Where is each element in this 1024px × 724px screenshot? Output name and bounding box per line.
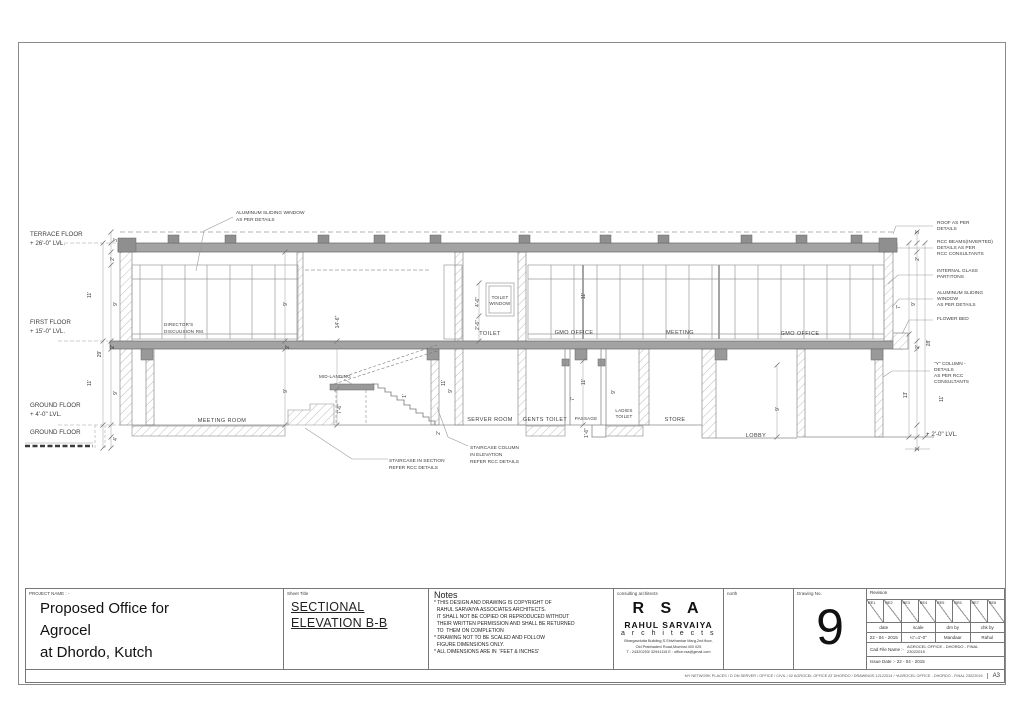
- dim-toilet-11ft: 11': [581, 292, 587, 300]
- annotation-y-column-2: DETAILS: [934, 368, 954, 373]
- revision-cell: [867, 589, 1004, 669]
- room-store: STORE: [664, 417, 686, 423]
- dim-right-11ft: 11': [939, 395, 945, 403]
- annotation-staircase-column-2: IN ELEVATION: [470, 453, 503, 458]
- revision-scale-value: ¼"=1'-0": [902, 633, 937, 642]
- room-gents-toilet: GENTS TOILET: [522, 417, 568, 423]
- north-label: north: [727, 591, 738, 596]
- dim-ground-1ft6: 1'-6": [584, 428, 590, 438]
- revision-header-scale: scale: [902, 623, 937, 632]
- notes-line: FIGURE DIMENSIONS ONLY.: [434, 642, 505, 648]
- annotation-staircase-column-3: REFER RCC DETAILS: [470, 460, 519, 465]
- project-name-cell: [26, 589, 284, 669]
- notes-line: RAHUL SARVAIYA ASSOCIATES ARCHITECTS.: [434, 607, 546, 613]
- label-terrace-level: + 26'-0" LVL.: [30, 240, 66, 247]
- label-terrace-floor: TERRACE FLOOR: [30, 231, 83, 238]
- room-lobby: LOBBY: [745, 433, 767, 439]
- revision-slot-label: RE5: [937, 601, 945, 605]
- annotation-rcc-beams-2: DETAILS AS PER: [937, 246, 976, 251]
- annotation-alum-window-top-2: AS PER DETAILS: [236, 218, 275, 223]
- room-server-room: SERVER ROOM: [467, 417, 513, 423]
- revision-slot-label: RE4: [919, 601, 928, 605]
- drawing-no-value: 9: [816, 599, 844, 655]
- dim-ground-7ft: 7': [570, 397, 576, 401]
- dim-left-11ft-b: 11': [87, 379, 93, 387]
- revision-slot: [936, 600, 953, 622]
- dim-center-9ft-b: 9': [283, 389, 289, 393]
- revision-slot: [884, 600, 901, 622]
- annotation-y-column-3: AS PER RCC: [934, 374, 964, 379]
- revision-drnby-value: Mandaar: [936, 633, 971, 642]
- dim-center-14ft6: 14'-6": [335, 315, 341, 329]
- revision-slot-label: RE8: [988, 601, 997, 605]
- sheet-size: A3: [987, 673, 1004, 679]
- annotation-rcc-beams-3: RCC CONSULTANTS: [937, 252, 984, 257]
- room-directors-2: DISCUUSION RM.: [164, 329, 205, 334]
- project-name-line1: Proposed Office for: [40, 600, 169, 617]
- sheet-title-cell: [284, 589, 429, 669]
- architects-label: consulting architects: [617, 591, 658, 596]
- drawing-no-label: Drawing No.: [797, 591, 822, 596]
- revision-values: [867, 633, 1004, 643]
- architects-subtitle: a r c h i t e c t s: [621, 630, 716, 637]
- dim-toilet-2ft6: 2'-6": [475, 320, 481, 330]
- project-name-line2: Agrocel: [40, 621, 91, 639]
- room-toilet-window-2: WINDOW: [489, 301, 511, 306]
- annotation-alum-window-top-1: ALUMINUM SLIDING WINDOW: [236, 211, 305, 216]
- revision-headers: [867, 623, 1004, 633]
- dim-right-28ft: 28': [926, 339, 932, 347]
- annotation-alum-window-right-1: ALUMINUM SLIDING: [937, 291, 984, 296]
- revision-slot: [902, 600, 919, 622]
- notes-line: * DRAWING NOT TO BE SCALED AND FOLLOW: [434, 635, 545, 641]
- dim-left-9ft-b: 9': [113, 391, 119, 395]
- dim-center-11ft: 11': [441, 379, 447, 387]
- footer-strip: [25, 670, 1005, 683]
- revision-date-value: 22 - 04 - 2015: [867, 633, 902, 642]
- label-ground-floor: GROUND FLOOR: [30, 402, 81, 409]
- roof-structure: [118, 232, 897, 252]
- revision-slot-label: RE6: [954, 601, 962, 605]
- room-toilet: TOILET: [479, 331, 501, 337]
- label-first-level: + 15'-0" LVL.: [30, 328, 66, 335]
- dim-ground-9ft-a: 9': [611, 390, 617, 394]
- annotation-staircase-section-1: STAIRCASE IN SECTION: [389, 459, 445, 464]
- revision-header-date: date: [867, 623, 902, 632]
- file-path: MY NETWORK PLACES / D ON SERVER / OFFICE / CIVIL / 02 AGROCEL OFFICE AT DHORDO / DRAWINGS 12122014 / *AGROCEL OFFICE - DHORDO - FINAL 23022015: [684, 674, 983, 678]
- flower-bed: [893, 333, 908, 349]
- revision-slot-label: RE1: [868, 601, 876, 605]
- dim-center-9ft-a: 9': [283, 302, 289, 306]
- label-ground-floor-2: GROUND FLOOR: [30, 429, 81, 436]
- project-name-line3: at Dhordo, Kutch: [40, 643, 153, 661]
- staircase: [330, 345, 437, 425]
- label-first-floor: FIRST FLOOR: [30, 319, 71, 326]
- architects-address-1: Bhargavdutta Building,S.Shivthankar Marg,2nd floor,: [624, 639, 713, 643]
- dim-center-1ft: 1': [402, 394, 408, 398]
- room-toilet-window-1: TOILET: [491, 295, 509, 300]
- dim-right-3ft: 3': [915, 230, 921, 234]
- revision-slot: [919, 600, 936, 622]
- dim-left-4ft: 4': [113, 437, 119, 441]
- sheet-title-line2: ELEVATION B-B: [291, 615, 388, 630]
- dim-left-2ft-b: 2': [110, 345, 116, 349]
- dim-ground-9ft-b: 9': [775, 407, 781, 411]
- revision-slot: [971, 600, 988, 622]
- notes-line: THEIR WRITTEN PERMISSION AND SHALL BE RETURNED: [434, 621, 575, 627]
- notes-line: TO THEM ON COMPLETION: [434, 628, 504, 634]
- revision-slot-label: RE2: [885, 601, 893, 605]
- dim-right-2ft-a: 2': [915, 257, 921, 261]
- annotation-flower-bed: FLOWER BED: [937, 317, 969, 322]
- issue-date: Issue Date :- 22 - 04 - 2015: [870, 658, 925, 664]
- dim-right-7ft: 7': [896, 305, 902, 309]
- notes-heading: Notes: [434, 590, 458, 600]
- annotation-y-column-1: "Y" COLUMN -: [934, 362, 966, 367]
- room-mid-landing: MID-LANDING: [319, 374, 351, 379]
- dim-center-2ft-a: 2': [285, 345, 291, 349]
- revision-header-chkby: chk by: [980, 625, 994, 630]
- revision-slot: [988, 600, 1004, 622]
- dim-toilet-4ft6: 4'-6": [475, 297, 481, 307]
- room-meeting-room: MEETING ROOM: [197, 418, 247, 424]
- annotation-glass-partition-2: PARTITONS: [937, 275, 964, 280]
- sheet-title-line1: SECTIONAL: [291, 600, 365, 614]
- dim-center-7ft6: 7'-6": [337, 404, 343, 414]
- revision-slot-label: RE3: [902, 601, 910, 605]
- room-ladies-1: LADIES: [615, 408, 633, 413]
- revision-slot: [953, 600, 970, 622]
- annotation-roof-2: DETAILS: [937, 227, 957, 232]
- revision-label: Revision: [867, 589, 1004, 600]
- dim-right-9ft: 9': [911, 302, 917, 306]
- annotation-alum-window-right-2: WINDOW: [937, 297, 959, 302]
- drawing-no-cell: [794, 589, 867, 669]
- dim-ground-11ft: 11': [581, 378, 587, 386]
- annotation-y-column-4: CONSULTANTS: [934, 380, 970, 385]
- room-gmo-office-2: GMO OFFICE: [780, 331, 820, 337]
- room-gmo-office-1: GMO OFFICE: [554, 330, 594, 336]
- dim-left-29ft: 29': [97, 350, 103, 358]
- ground-floor: [132, 349, 934, 438]
- notes-line: IT SHALL NOT BE COPIED OR REPRODUCED WITHOUT: [434, 614, 570, 620]
- room-directors-1: DIRECTOR'S: [164, 322, 194, 327]
- annotation-staircase-section-2: REFER RCC DETAILS: [389, 466, 438, 471]
- cad-file-value: AGROCEL OFFICE - DHORDO - FINAL 23022015: [907, 644, 979, 654]
- title-block: [25, 588, 1005, 670]
- room-ladies-2: TOILET: [615, 414, 633, 419]
- annotation-roof-1: ROOF AS PER: [937, 221, 970, 226]
- project-name-label: PROJECT NAME : -: [29, 591, 70, 596]
- architects-address-3: T : 24320253/ 32941115 E : office.rsa@gmail.com: [626, 650, 711, 654]
- sheet-title-label: Sheet Title: [287, 591, 309, 596]
- revision-header-drnby: drn by: [936, 623, 971, 632]
- dim-right-2ft-b: 2': [915, 345, 921, 349]
- dim-right-13ft: 13': [903, 391, 909, 399]
- notes-line: * THIS DESIGN AND DRAWING IS COPYRIGHT OF: [434, 600, 552, 606]
- revision-chkby-value: Rahul: [981, 635, 994, 640]
- annotation-alum-window-right-3: AS PER DETAILS: [937, 303, 976, 308]
- architects-initials: R S A: [632, 600, 705, 617]
- revision-slot: [867, 600, 884, 622]
- dim-center-2ft-b: 2': [436, 431, 442, 435]
- label-right-level: + 2'-0" LVL.: [926, 431, 958, 438]
- dim-right-2ft-c: 2': [915, 447, 921, 451]
- dim-left-3ft: 3': [113, 238, 119, 242]
- notes-line: * ALL DIMENSIONS ARE IN 'FEET & INCHES': [434, 649, 539, 655]
- annotation-staircase-column-1: STAIRCASE COLUMN: [470, 446, 519, 451]
- north-cell: [724, 589, 794, 669]
- annotation-glass-partition-1: INTERNAL GLASS: [937, 269, 978, 274]
- revision-slot-label: RE7: [971, 601, 979, 605]
- dim-left-2ft-a: 2': [110, 257, 116, 261]
- room-passage: PASSAGE: [574, 416, 598, 421]
- annotation-rcc-beams-1: RCC BEAMS(INVERTED): [937, 240, 993, 245]
- architects-address-2: Old Prabhadevi Road,Mumbai 400 025: [635, 644, 702, 649]
- dim-center-9ft-c: 9': [448, 389, 454, 393]
- cad-file-label: Cad File Name :-: [870, 647, 905, 653]
- dim-left-9ft-a: 9': [113, 302, 119, 306]
- architects-cell: [614, 589, 724, 669]
- room-meeting: MEETING: [666, 330, 694, 336]
- dim-left-11ft-a: 11': [87, 291, 93, 299]
- architects-name: RAHUL SARVAIYA: [624, 620, 713, 630]
- label-ground-level: + 4'-0" LVL.: [30, 411, 62, 418]
- notes-cell: [429, 589, 614, 669]
- revision-slots: [867, 600, 1004, 623]
